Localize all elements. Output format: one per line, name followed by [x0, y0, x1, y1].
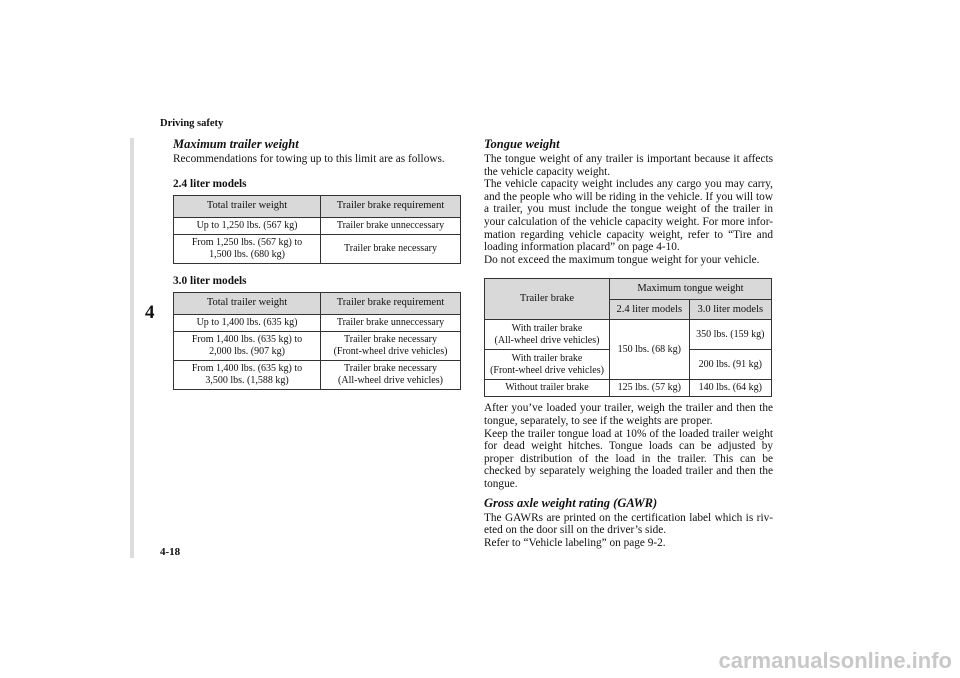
heading-max-trailer-weight: Maximum trailer weight: [173, 137, 299, 151]
table-cell: Trailer brake unneccessary: [321, 217, 461, 234]
cell-awd-fwd-24: 150 lbs. (68 kg): [610, 320, 690, 380]
table-header-cell: Trailer brake requirement: [321, 292, 461, 314]
row-no-brake-label: Without trailer brake: [485, 380, 610, 397]
tongue-para-3: Do not exceed the maximum tongue weight for your vehicle.: [484, 253, 760, 266]
table-cell: Trailer brake necessary (All-wheel drive vehicles): [321, 360, 461, 389]
table-row: [174, 331, 461, 360]
cell-no-brake-30: 140 lbs. (64 kg): [689, 380, 772, 397]
table-cell: Up to 1,400 lbs. (635 kg): [174, 314, 321, 331]
heading-tongue-weight: Tongue weight: [484, 137, 560, 151]
table-row: [174, 360, 461, 389]
cell-fwd-30: 200 lbs. (91 kg): [689, 350, 772, 380]
label-24-models: 2.4 liter models: [173, 177, 247, 190]
table-header-cell: Total trailer weight: [174, 195, 321, 217]
th-30: 3.0 liter models: [689, 300, 772, 320]
page-number: 4-18: [160, 546, 181, 558]
section-header: Driving safety: [160, 118, 224, 129]
tongue-para-5: Keep the trailer tongue load at 10% of the loaded trailer weight for dead weight hitches. Tongue loads can be adjusted by proper distribution of the load in the trailer. This can be checked by separately weighing the loaded trailer and then the tongue.: [484, 427, 773, 490]
table-cell: Trailer brake necessary: [321, 234, 461, 263]
table-cell: Trailer brake necessary (Front-wheel drive vehicles): [321, 331, 461, 360]
tongue-para-4: After you’ve loaded your trailer, weigh the trailer and then the tongue, separately, to see if the weights are proper.: [484, 402, 773, 427]
tongue-para-1: The tongue weight of any trailer is important because it affects the vehicle capacity weight.: [484, 153, 773, 178]
row-awd-label: With trailer brake (All-wheel drive vehicles): [485, 320, 610, 350]
th-max-tongue: Maximum tongue weight: [610, 279, 772, 300]
table-24-liter: [173, 195, 461, 264]
table-cell: From 1,400 lbs. (635 kg) to 3,500 lbs. (1,588 kg): [174, 360, 321, 389]
table-30-liter: [173, 292, 461, 390]
heading-gawr: Gross axle weight rating (GAWR): [484, 495, 658, 510]
chapter-number: 4: [145, 302, 155, 323]
cell-awd-30: 350 lbs. (159 kg): [689, 320, 772, 350]
row-fwd-label: With trailer brake (Front-wheel drive vehicles): [485, 350, 610, 380]
intro-text: Recommendations for towing up to this limit are as follows.: [173, 153, 445, 165]
th-24: 2.4 liter models: [610, 300, 690, 320]
table-cell: Trailer brake unneccessary: [321, 314, 461, 331]
gawr-para-1: The GAWRs are printed on the certification label which is riv-eted on the door sill on the driver’s side.: [484, 511, 773, 537]
right-column: [484, 137, 773, 549]
table-cell: From 1,400 lbs. (635 kg) to 2,000 lbs. (907 kg): [174, 331, 321, 360]
table-cell: From 1,250 lbs. (567 kg) to 1,500 lbs. (680 kg): [174, 234, 321, 263]
watermark-logo: carmanualsonline.info: [718, 648, 952, 673]
gawr-para-2: Refer to “Vehicle labeling” on page 9-2.: [484, 536, 666, 549]
table-row: [174, 234, 461, 263]
table-header-cell: Total trailer weight: [174, 292, 321, 314]
tongue-para-2: The vehicle capacity weight includes any cargo you may carry, and the people who will be riding in the vehicle. If you will tow a trailer, you must include the tongue weight of the trailer in your calculation of the vehicle capacity weight. For more infor-mation regarding vehicle capacity weight, refer to “Tire and loading information placard” on page 4-10.: [484, 178, 773, 254]
table-header-cell: Trailer brake requirement: [321, 195, 461, 217]
th-trailer-brake: Trailer brake: [485, 279, 610, 320]
label-30-models: 3.0 liter models: [173, 274, 247, 287]
table-tongue-weight: [484, 278, 772, 397]
chapter-tab-bar: [130, 138, 134, 558]
left-column: [173, 137, 463, 390]
table-row: [174, 314, 461, 331]
cell-no-brake-24: 125 lbs. (57 kg): [610, 380, 690, 397]
table-cell: Up to 1,250 lbs. (567 kg): [174, 217, 321, 234]
table-row: [174, 217, 461, 234]
